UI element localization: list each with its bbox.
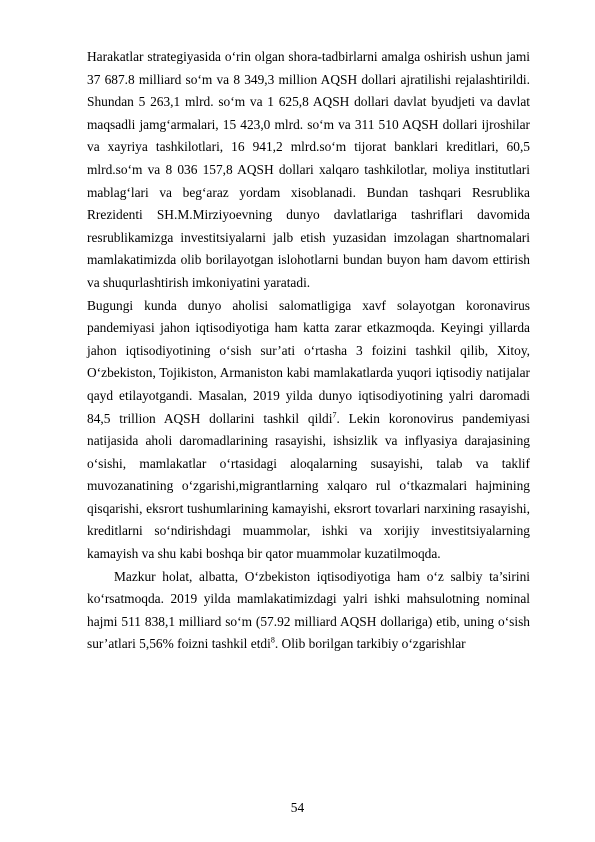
footnote-marker[interactable]: 7 (332, 410, 337, 420)
paragraph-strategy-funding: Harakatlar strategiyasida o‘rin olgan shora-tadbirlarni amalga oshirish ushun jami 37 687.8 milliard so‘m va 8 349,3 million AQSH dollari ajratilishi rejalashtirildi. Shundan 5 263,1 mlrd. so‘m va 1 625,8 AQSH dollari davlat byudjeti va davlat maqsadli jamg‘armalari, 15 423,0 mlrd. so‘m va 311 510 AQSH dollari ijroshilar va xayriya tashkilotlari, 16 941,2 mlrd.so‘m tijorat banklari kreditlari, 60,5 mlrd.so‘m va 8 036 157,8 AQSH dollari xalqaro tashkilotlar, moliya institutlari mablag‘lari va beg‘araz yordam xisoblanadi. Bundan tashqari Resrublika Rrezidenti SH.M.Mirziyoevning dunyo davlatlariga tashriflari davomida resrublikamizga investitsiyalarni jalb etish yuzasidan imzolagan shartnomalari mamlakatimizda olib borilayotgan islohotlarni bundan buyon ham davom ettirish va shuqurlashtirish imkoniyatini yaratadi. (87, 49, 530, 290)
paragraph-pandemic-impact (87, 295, 530, 566)
paragraph-text: . Lekin koronovirus pandemiyasi natijasida aholi daromadlarining rasayishi, ishsizlik va inflyasiya darajasining o‘sishi, mamlakatlar o‘rtasidagi aloqalarning susayishi, talab va taklif muvozanatining o‘zgarishi,migrantlarning xalqaro rul o‘tkazmalari hajmining qisqarishi, eksrort tushumlarining kamayishi, eksrort tovarlari narxining rasayishi, kreditlarni so‘ndirishdagi muammolar, ishki va xorijiy investitsiyalarning kamayish va shu kabi boshqa bir qator muammolar kuzatilmoqda. (87, 410, 530, 562)
paragraph-text: . Olib borilgan tarkibiy o‘zgarishlar (274, 636, 466, 652)
page-number: 54 (290, 800, 305, 815)
page-body (87, 46, 530, 656)
paragraph-text: Mazkur holat, albatta, O‘zbekiston iqtisodiyotiga ham o‘z salbiy ta’sirini ko‘rsatmoqda. 2019 yilda mamlakatimizdagi yalri ishki mahsulotning nominal hajmi 511 838,1 milliard so‘m (57.92 milliard AQSH dollariga) etib, uning o‘sish sur’atlari 5,56% foizni tashkil etdi (87, 568, 530, 652)
paragraph-text: Bugungi kunda dunyo aholisi salomatligiga xavf solayotgan koronavirus pandemiyasi jahon iqtisodiyotiga ham katta zarar etkazmoqda. Keyingi yillarda jahon iqtisodiyotining o‘sish sur’ati o‘rtasha 3 foizini tashkil qilib, Xitoy, O‘zbekiston, Tojikiston, Armaniston kabi mamlakatlarda yuqori iqtisodiy natijalar qayd etilayotgandi. Masalan, 2019 yilda dunyo iqtisodiyotining yalri daromadi 84,5 trillion AQSH dollarini tashkil qildi (87, 297, 530, 426)
footnote-marker[interactable]: 8 (270, 635, 275, 645)
paragraph-uzbekistan-economy (87, 566, 530, 656)
